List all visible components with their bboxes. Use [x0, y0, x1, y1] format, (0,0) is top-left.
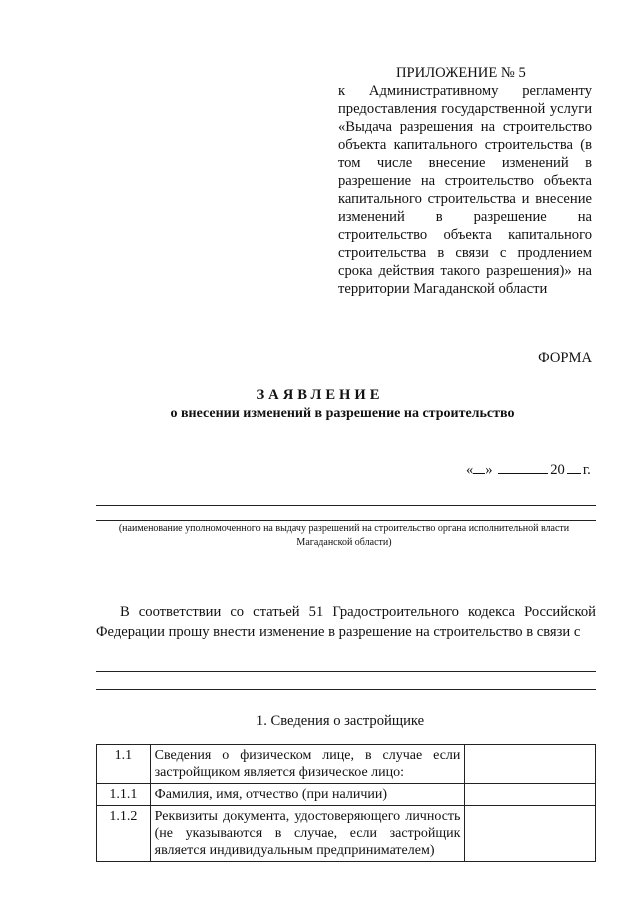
row-value-cell[interactable]: [465, 745, 596, 784]
authority-line-1: [96, 505, 596, 506]
table-row: [97, 806, 596, 862]
month-blank: [498, 460, 548, 474]
date-open-quote: «: [466, 462, 474, 478]
row-value-cell[interactable]: [465, 784, 596, 806]
document-subtitle: о внесении изменений в разрешение на строительство: [170, 406, 515, 421]
row-description: Сведения о физическом лице, в случае если застройщиком является физическое лицо:: [150, 745, 465, 784]
row-number: 1.1.1: [97, 784, 151, 806]
request-paragraph: В соответствии со статьей 51 Градостроительного кодекса Российской Федерации прошу внести изменение в разрешение на строительство в связи с: [96, 604, 596, 640]
year-blank: [567, 460, 581, 474]
reason-line-2: [96, 689, 596, 690]
authority-caption: (наименование уполномоченного на выдачу разрешений на строительство органа исполнительной власти Магаданской области): [118, 523, 570, 548]
day-blank: [473, 460, 485, 474]
row-description: Реквизиты документа, удостоверяющего личность (не указываются в случае, если застройщик является индивидуальным предпринимателем): [150, 806, 465, 862]
form-label: ФОРМА: [538, 350, 592, 366]
document-title: ЗАЯВЛЕНИЕ: [256, 387, 384, 403]
appendix-block: [338, 64, 592, 298]
row-value-cell[interactable]: [465, 806, 596, 862]
section-title: 1. Сведения о застройщике: [255, 713, 425, 729]
authority-line-2: [96, 520, 596, 521]
row-number: 1.1: [97, 745, 151, 784]
appendix-heading: ПРИЛОЖЕНИЕ № 5: [396, 65, 526, 81]
row-number: 1.1.2: [97, 806, 151, 862]
date-line: [466, 460, 591, 479]
reason-line-1: [96, 671, 596, 672]
year-suffix: г.: [582, 462, 591, 478]
developer-info-table: [96, 744, 596, 862]
row-description: Фамилия, имя, отчество (при наличии): [150, 784, 465, 806]
table-row: [97, 745, 596, 784]
table-row: [97, 784, 596, 806]
year-prefix: 20: [550, 462, 565, 478]
appendix-text: к Административному регламенту предоставления государственной услуги «Выдача разрешения на строительство объекта капитального строительства (в том числе внесение изменений в разрешение на строительство объекта капитального строительства и внесение изменений в разрешение на строительство объекта капитального строительства в связи с продлением срока действия такого разрешения)» на территории Магаданской области: [338, 83, 592, 297]
date-close-quote: »: [485, 462, 493, 478]
